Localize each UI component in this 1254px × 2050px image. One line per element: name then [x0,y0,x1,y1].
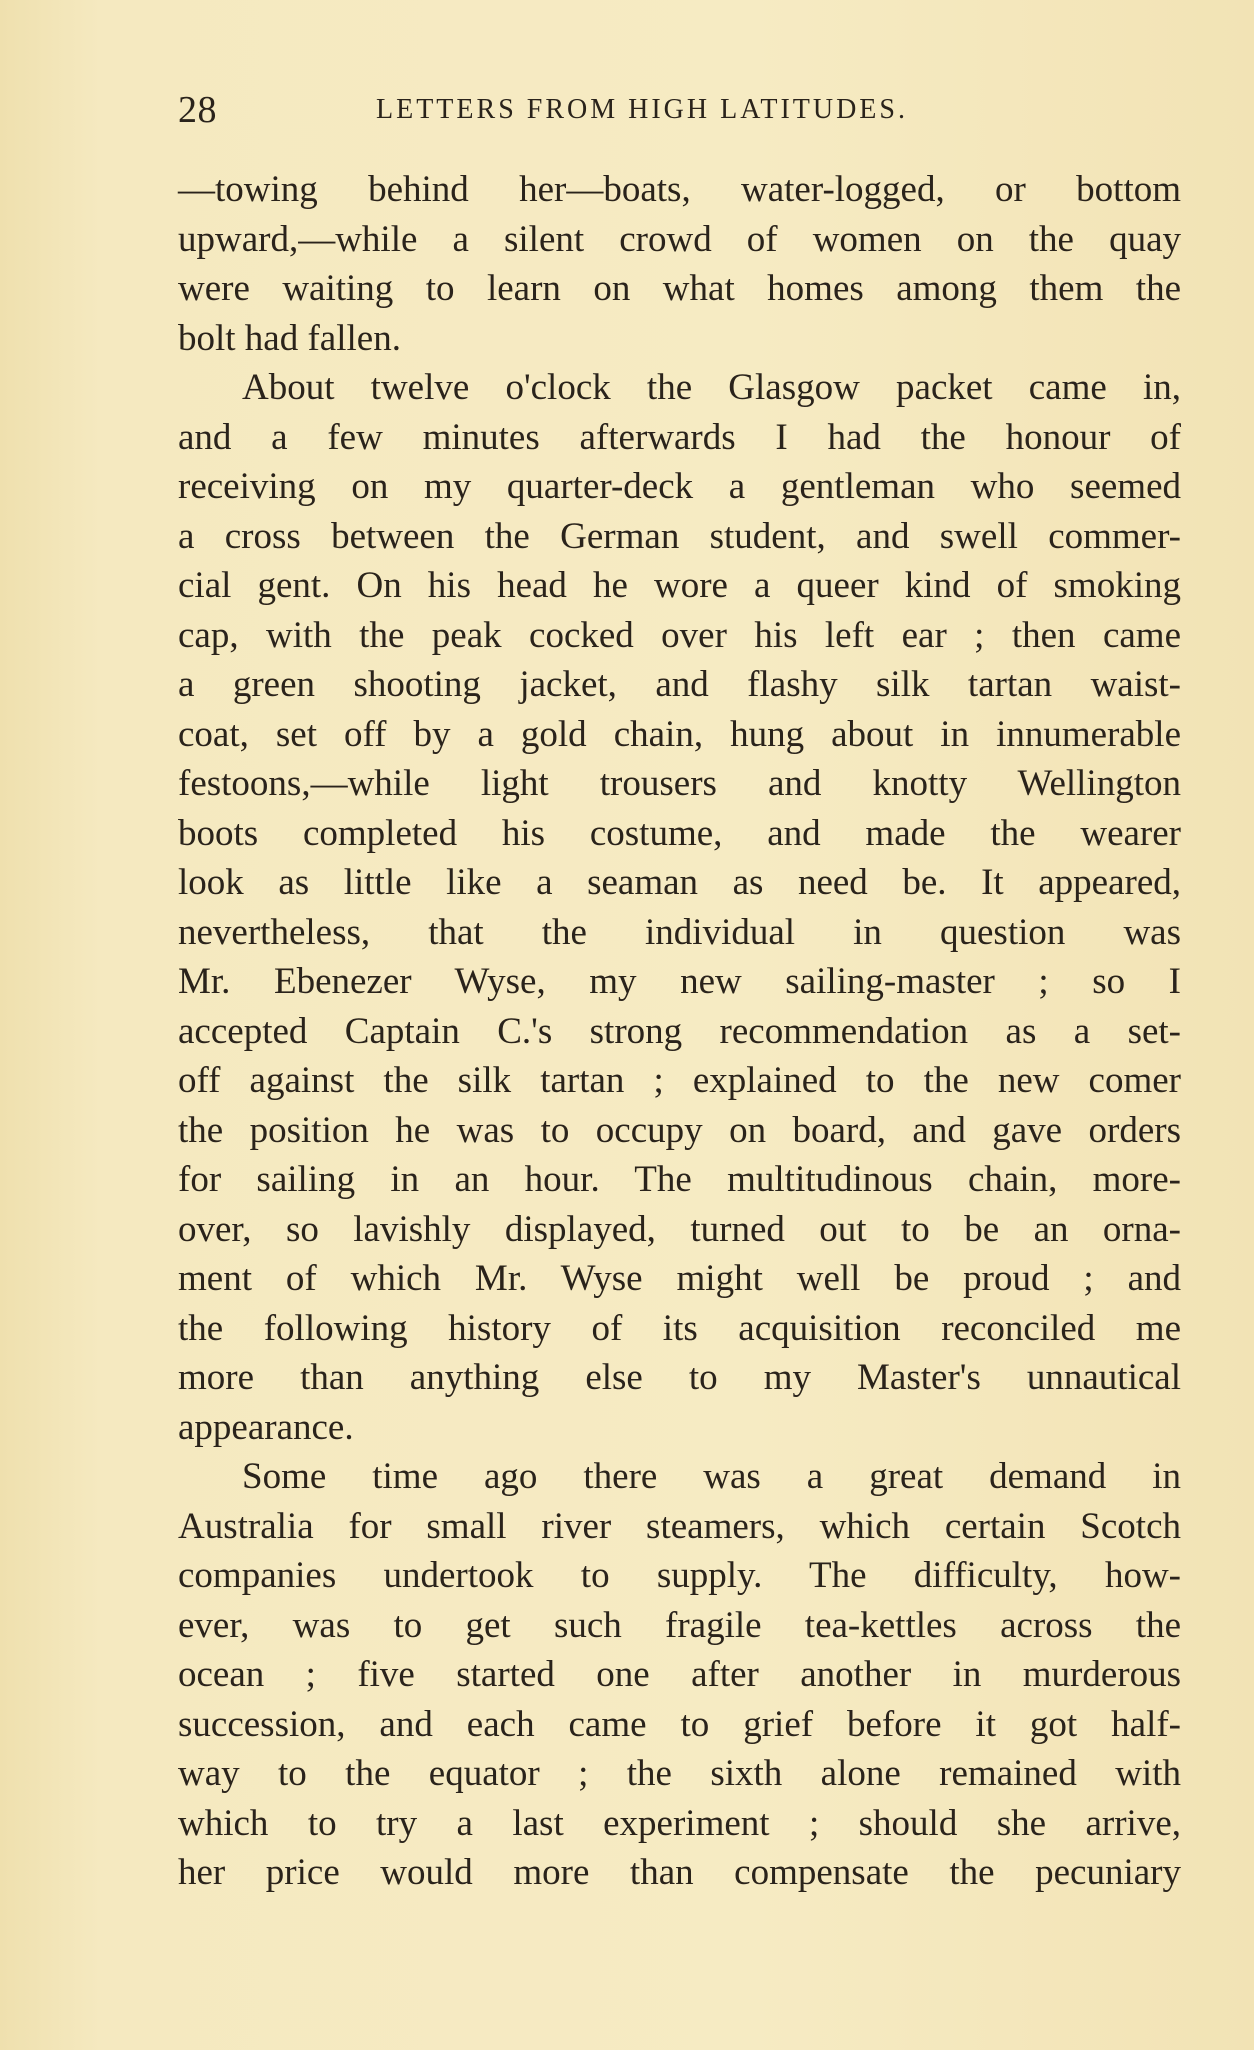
text-line: cial gent. On his head he wore a queer kind of smoking [178,565,1181,606]
page-number: 28 [178,89,217,131]
text-line: the following history of its acquisition reconciled me [178,1307,1181,1349]
paragraph-start-line: Some time ago there was a great demand in [242,1456,1181,1497]
text-line: more than anything else to my Master's unnautical [178,1357,1181,1398]
text-line: succession, and each came to grief before it got half- [178,1703,1181,1745]
text-line: upward,—while a silent crowd of women on the quay [178,218,1181,260]
text-line: for sailing in an hour. The multitudinous chain, more- [178,1159,1181,1200]
text-line: boots completed his costume, and made the wearer [178,812,1181,854]
text-line: nevertheless, that the individual in question was [178,911,1181,953]
text-line: ever, was to get such fragile tea-kettles across the [178,1604,1181,1646]
paragraph-start-line: About twelve o'clock the Glasgow packet came in, [242,367,1181,408]
text-line: look as little like a seaman as need be. It appeared, [178,862,1181,903]
text-line: the position he was to occupy on board, and gave orders [178,1109,1181,1151]
text-line: cap, with the peak cocked over his left ear ; then came [178,614,1181,656]
page-header [178,88,1178,138]
text-line: companies undertook to supply. The difficulty, how- [178,1555,1181,1596]
text-line: off against the silk tartan ; explained to the new comer [178,1060,1181,1101]
text-line: coat, set off by a gold chain, hung about in innumerable [178,713,1181,755]
text-line: a green shooting jacket, and flashy silk tartan waist- [178,664,1181,705]
text-line: festoons,—while light trousers and knotty Wellington [178,763,1181,804]
text-line: and a few minutes afterwards I had the honour of [178,416,1181,458]
text-line: accepted Captain C.'s strong recommendation as a set- [178,1010,1181,1052]
text-line: over, so lavishly displayed, turned out to be an orna- [178,1208,1181,1250]
text-line: way to the equator ; the sixth alone remained with [178,1753,1181,1794]
text-line: —towing behind her—boats, water-logged, or bottom [178,169,1181,210]
text-line: a cross between the German student, and swell commer- [178,515,1181,557]
text-line: which to try a last experiment ; should she arrive, [178,1802,1181,1844]
text-line: Mr. Ebenezer Wyse, my new sailing-master ; so I [178,961,1181,1002]
text-line: Australia for small river steamers, which certain Scotch [178,1505,1181,1547]
text-line: bolt had fallen. [178,317,401,359]
running-head: LETTERS FROM HIGH LATITUDES. [376,94,908,125]
text-line: her price would more than compensate the pecuniary [178,1852,1181,1893]
text-line: ocean ; five started one after another in murderous [178,1654,1181,1695]
text-line: ment of which Mr. Wyse might well be proud ; and [178,1258,1181,1299]
text-line: were waiting to learn on what homes among them the [178,268,1181,309]
text-line: appearance. [178,1406,354,1448]
body-text [178,165,1181,1898]
text-line: receiving on my quarter-deck a gentleman who seemed [178,466,1181,507]
